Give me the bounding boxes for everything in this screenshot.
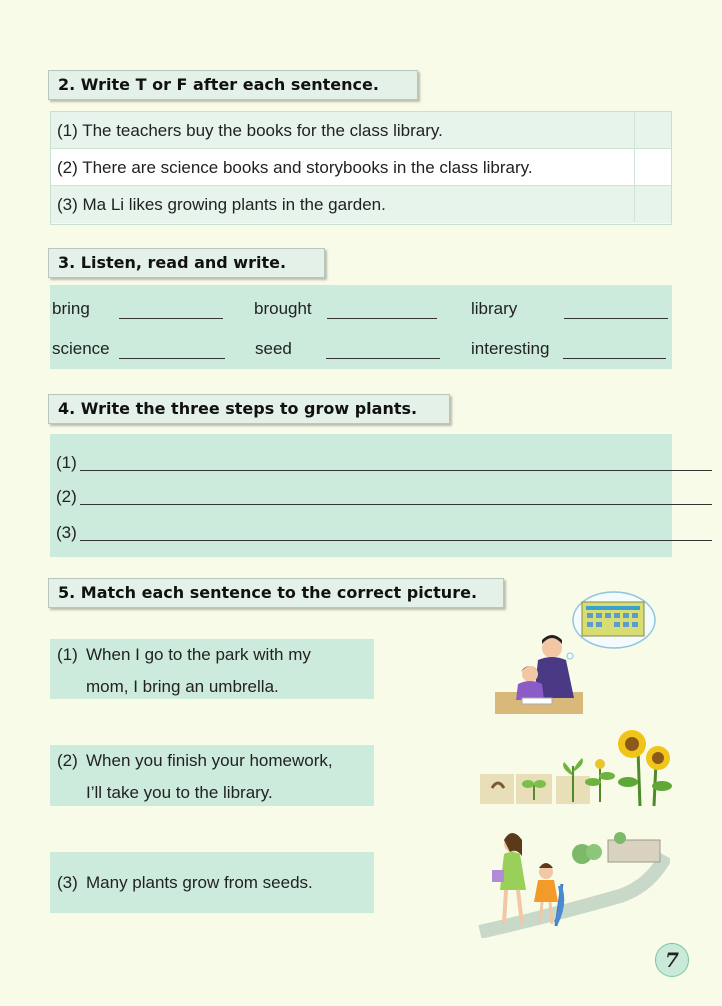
word-seed: seed [255,339,292,358]
step-label-3: (3) [56,523,77,542]
sentence-text: (3) Ma Li likes growing plants in the garden. [57,195,386,214]
step-line-2[interactable] [80,504,712,505]
blank-science[interactable] [119,358,225,359]
library-picture[interactable] [490,588,660,716]
word-science: science [52,339,110,358]
word-panel [50,285,672,369]
sentence-number: (3) [57,873,78,892]
sentence-text: (1) The teachers buy the books for the class library. [57,121,443,140]
table-row [51,186,671,223]
word-library: library [471,299,518,318]
step-line-3[interactable] [80,540,712,541]
answer-box[interactable] [634,149,671,185]
step-label-1: (1) [56,453,77,472]
section-3-title: 3. Listen, read and write. [48,248,325,278]
word-bring: bring [52,299,90,318]
sentence-number: (2) [57,751,78,770]
sentence-line: When you finish your homework, [86,751,333,770]
word-brought: brought [254,299,312,318]
match-sentence-1[interactable] [50,639,374,699]
word-interesting: interesting [471,339,550,358]
match-sentence-3[interactable] [50,852,374,913]
sentence-text: (2) There are science books and storybooks in the class library. [57,158,533,177]
blank-brought[interactable] [327,318,437,319]
blank-library[interactable] [564,318,668,319]
true-false-table [50,111,672,225]
section-5-title: 5. Match each sentence to the correct picture. [48,578,504,608]
blank-bring[interactable] [119,318,223,319]
park-walk-picture[interactable] [470,826,670,938]
blank-interesting[interactable] [563,358,666,359]
sentence-number: (1) [57,645,78,664]
answer-box[interactable] [634,112,671,148]
sentence-line: When I go to the park with my [86,645,311,664]
steps-panel [50,434,672,557]
page-number: 7 [655,943,689,977]
table-row [51,112,671,149]
answer-box[interactable] [634,186,671,222]
plant-growth-picture[interactable] [478,726,674,808]
match-sentence-2[interactable] [50,745,374,806]
table-row [51,149,671,186]
sentence-line: I’ll take you to the library. [86,783,273,802]
step-line-1[interactable] [80,470,712,471]
sentence-line: Many plants grow from seeds. [86,873,313,892]
blank-seed[interactable] [326,358,440,359]
step-label-2: (2) [56,487,77,506]
section-2-title: 2. Write T or F after each sentence. [48,70,418,100]
sentence-line: mom, I bring an umbrella. [86,677,279,696]
section-4-title: 4. Write the three steps to grow plants. [48,394,450,424]
